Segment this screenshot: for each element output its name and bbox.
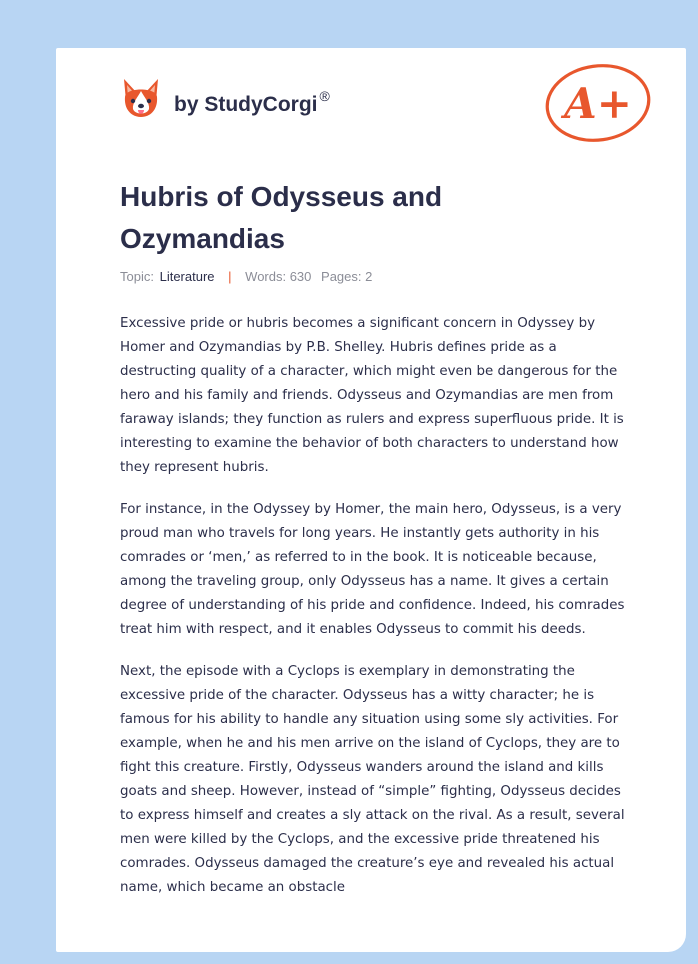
grade-text: A+	[564, 79, 632, 128]
trademark-symbol: ®	[319, 87, 330, 104]
document-page	[56, 48, 686, 952]
word-count: Words: 630	[245, 269, 312, 284]
brand-name: by StudyCorgi ®	[174, 87, 330, 116]
article-body	[120, 312, 634, 918]
paragraph: Next, the episode with a Cyclops is exemplary in demonstrating the excessive pride of the character. Odysseus has a witty character; he is famous for his ability to handle any situation using some sly activities. For example, when he and his men arrive on the island of Cyclops, they are to fight this creature. Firstly, Odysseus wanders around the island and kills goats and sheep. However, instead of “simple” fighting, Odysseus decides to express himself and creates a sly attack on the rival. As a result, several men were killed by the Cyclops, and the excessive pride threatened his comrades. Odysseus damaged the creature’s eye and revealed his actual name, which became an obstacle	[120, 664, 625, 895]
article-meta	[120, 269, 372, 284]
topic-link[interactable]: Literature	[159, 269, 215, 284]
a-plus-grade-icon	[542, 60, 654, 150]
studycorgi-logo[interactable]	[120, 76, 330, 122]
paragraph: Excessive pride or hubris becomes a significant concern in Odyssey by Homer and Ozymandias by P.B. Shelley. Hubris defines pride as a destructing quality of a character, which might even be dangerous for the hero and his family and friends. Odysseus and Ozymandias are men from faraway islands; they function as rulers and express superfluous pride. It is interesting to examine the behavior of both characters to understand how they represent hubris.	[120, 316, 624, 475]
corgi-icon	[120, 77, 162, 121]
paragraph: For instance, in the Odyssey by Homer, the main hero, Odysseus, is a very proud man who travels for long years. He instantly gets authority in his comrades or ‘men,’ as referred to in the book. It is noticeable because, among the traveling group, only Odysseus has a name. It gives a certain degree of understanding of his pride and confidence. Indeed, his comrades treat him with respect, and it enables Odysseus to commit his deeds.	[120, 502, 625, 637]
header	[120, 74, 650, 166]
page-title: Hubris of Odysseus and Ozymandias	[120, 181, 443, 254]
page-count: Pages: 2	[321, 269, 373, 284]
topic-label: Topic:	[120, 269, 154, 284]
meta-separator: |	[228, 269, 232, 284]
